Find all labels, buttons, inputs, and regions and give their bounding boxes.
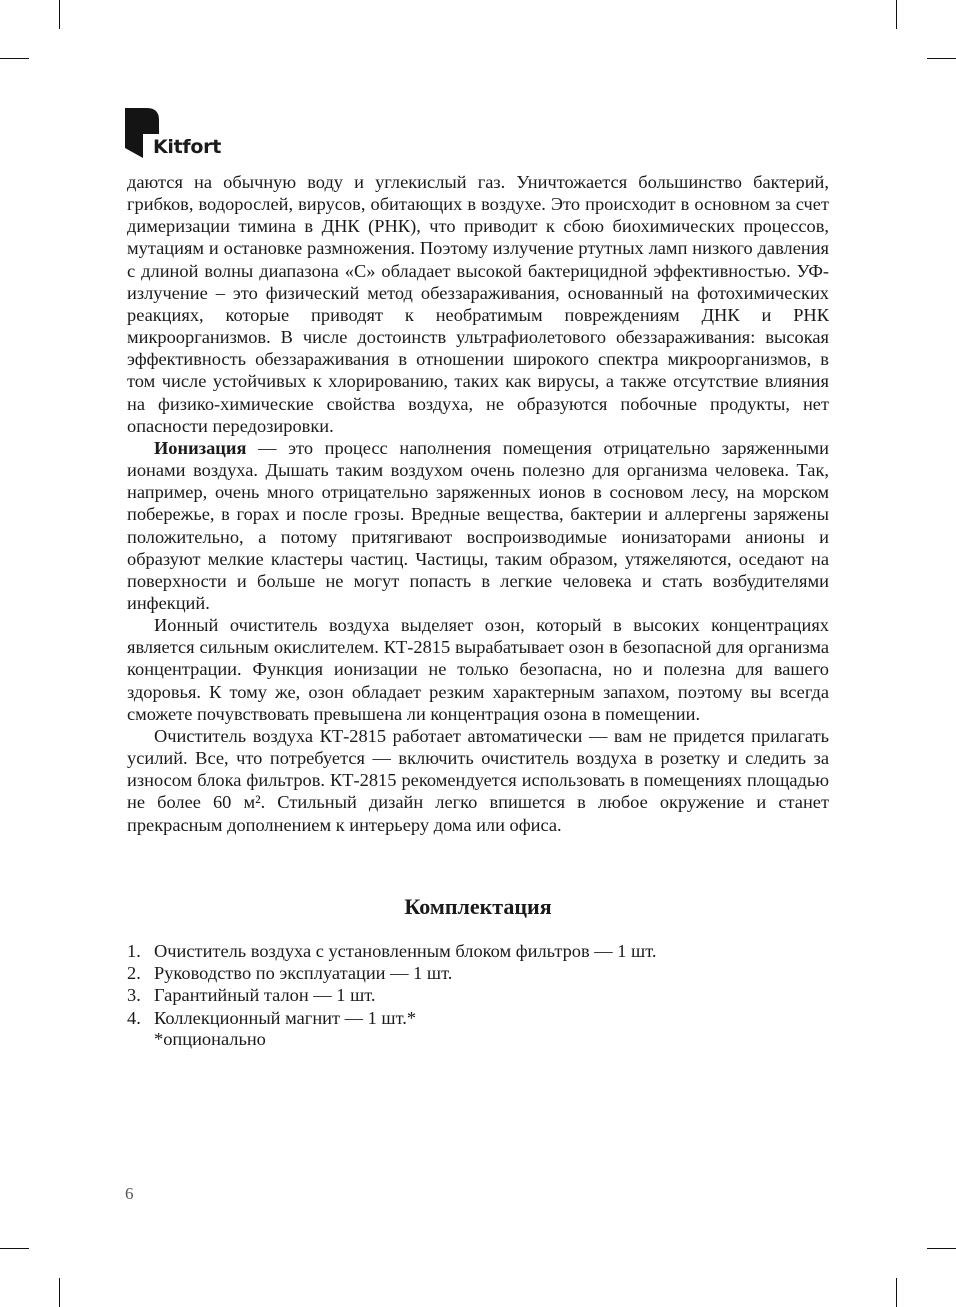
list-number: 3. xyxy=(127,985,141,1006)
list-text: Очиститель воздуха с установленным блоком фильтров — 1 шт. xyxy=(154,941,657,961)
crop-mark xyxy=(927,1248,956,1249)
footnote: *опционально xyxy=(154,1029,266,1049)
term-ionization: Ионизация xyxy=(154,437,247,458)
paragraph: даются на обычную воду и углекислый газ. Уничтожается большинство бактерий, грибков, водорослей, вирусов, обитающих в воздухе. Это происходит в основном за счет димеризации тимина в ДНК (РНК), что приводит к сбою биохимических процессов, мутациям и остановке размножения. Поэтому излучение ртутных ламп низкого давления с длиной волны диапазона «С» обладает высокой бактерицидной эффективностью. УФ-излучение – это физический метод обеззараживания, основанный на фотохимических реакциях, которые приводят к необратимым повреждениям ДНК и РНК микроорганизмов. В числе достоинств ультрафиолетового обеззараживания: высокая эффективность обеззараживания в отношении широкого спектра микроорганизмов, в том числе устойчивых к хлорированию, таких как вирусы, а также отсутствие влияния на физико-химические свойства воздуха, не образуются побочные продукты, нет опасности передозировки. xyxy=(127,172,829,436)
paragraph xyxy=(127,437,829,614)
list-item xyxy=(127,1007,829,1029)
list-text: Гарантийный талон — 1 шт. xyxy=(154,985,376,1006)
list-text: Руководство по эксплуатации — 1 шт. xyxy=(154,963,453,984)
paragraph: Ионный очиститель воздуха выделяет озон, который в высоких концентрациях является сильным окислителем. КТ-2815 вырабатывает озон в безопасной для организма концентрации. Функция ионизации не только безопасна, но и полезна для вашего здоровья. К тому же, озон обладает резким характерным запахом, поэтому вы всегда сможете почувствовать превышена ли концентрация озона в помещении. xyxy=(127,615,829,724)
brand-logo xyxy=(125,108,235,160)
list-item xyxy=(127,984,829,1006)
list-number: 2. xyxy=(127,963,141,984)
list-item xyxy=(127,962,829,984)
section-heading: Комплектация xyxy=(404,894,552,919)
page-number: 6 xyxy=(125,1184,134,1203)
list-item xyxy=(127,940,829,962)
crop-mark xyxy=(927,58,956,59)
brand-name: Kitfort xyxy=(153,136,221,158)
list-number: 4. xyxy=(127,1007,141,1028)
list-number: 1. xyxy=(127,941,141,961)
crop-mark xyxy=(896,0,897,29)
crop-mark xyxy=(0,58,29,59)
crop-mark xyxy=(59,1278,60,1307)
crop-mark xyxy=(896,1278,897,1307)
body-text xyxy=(127,171,829,836)
list-text: Коллекционный магнит — 1 шт.* xyxy=(154,1007,417,1028)
paragraph: Очиститель воздуха КТ-2815 работает автоматически — вам не придется прилагать усилий. Все, что потребуется — включить очиститель воздуха в розетку и следить за износом блока фильтров. КТ-2815 рекомендуется использовать в помещениях площадью не более 60 м². Стильный дизайн легко впишется в любое окружение и станет прекрасным дополнением к интерьеру дома или офиса. xyxy=(127,725,829,835)
paragraph-text: — это процесс наполнения помещения отрицательно заряженными ионами воздуха. Дышать таким воздухом очень полезно для организма человека. Так, например, очень много отрицательно заряженных ионов в сосновом лесу, на морском побережье, в горах и после грозы. Вредные вещества, бактерии и аллергены заряжены положительно, а потому притягивают воспроизводимые ионизаторами анионы и образуют мелкие кластеры частиц. Частицы, таким образом, утяжеляются, оседают на поверхности и больше не могут попасть в легкие человека и стать возбудителями инфекций. xyxy=(127,437,829,613)
crop-mark xyxy=(59,0,60,29)
crop-mark xyxy=(0,1248,29,1249)
kit-list xyxy=(127,940,829,1029)
